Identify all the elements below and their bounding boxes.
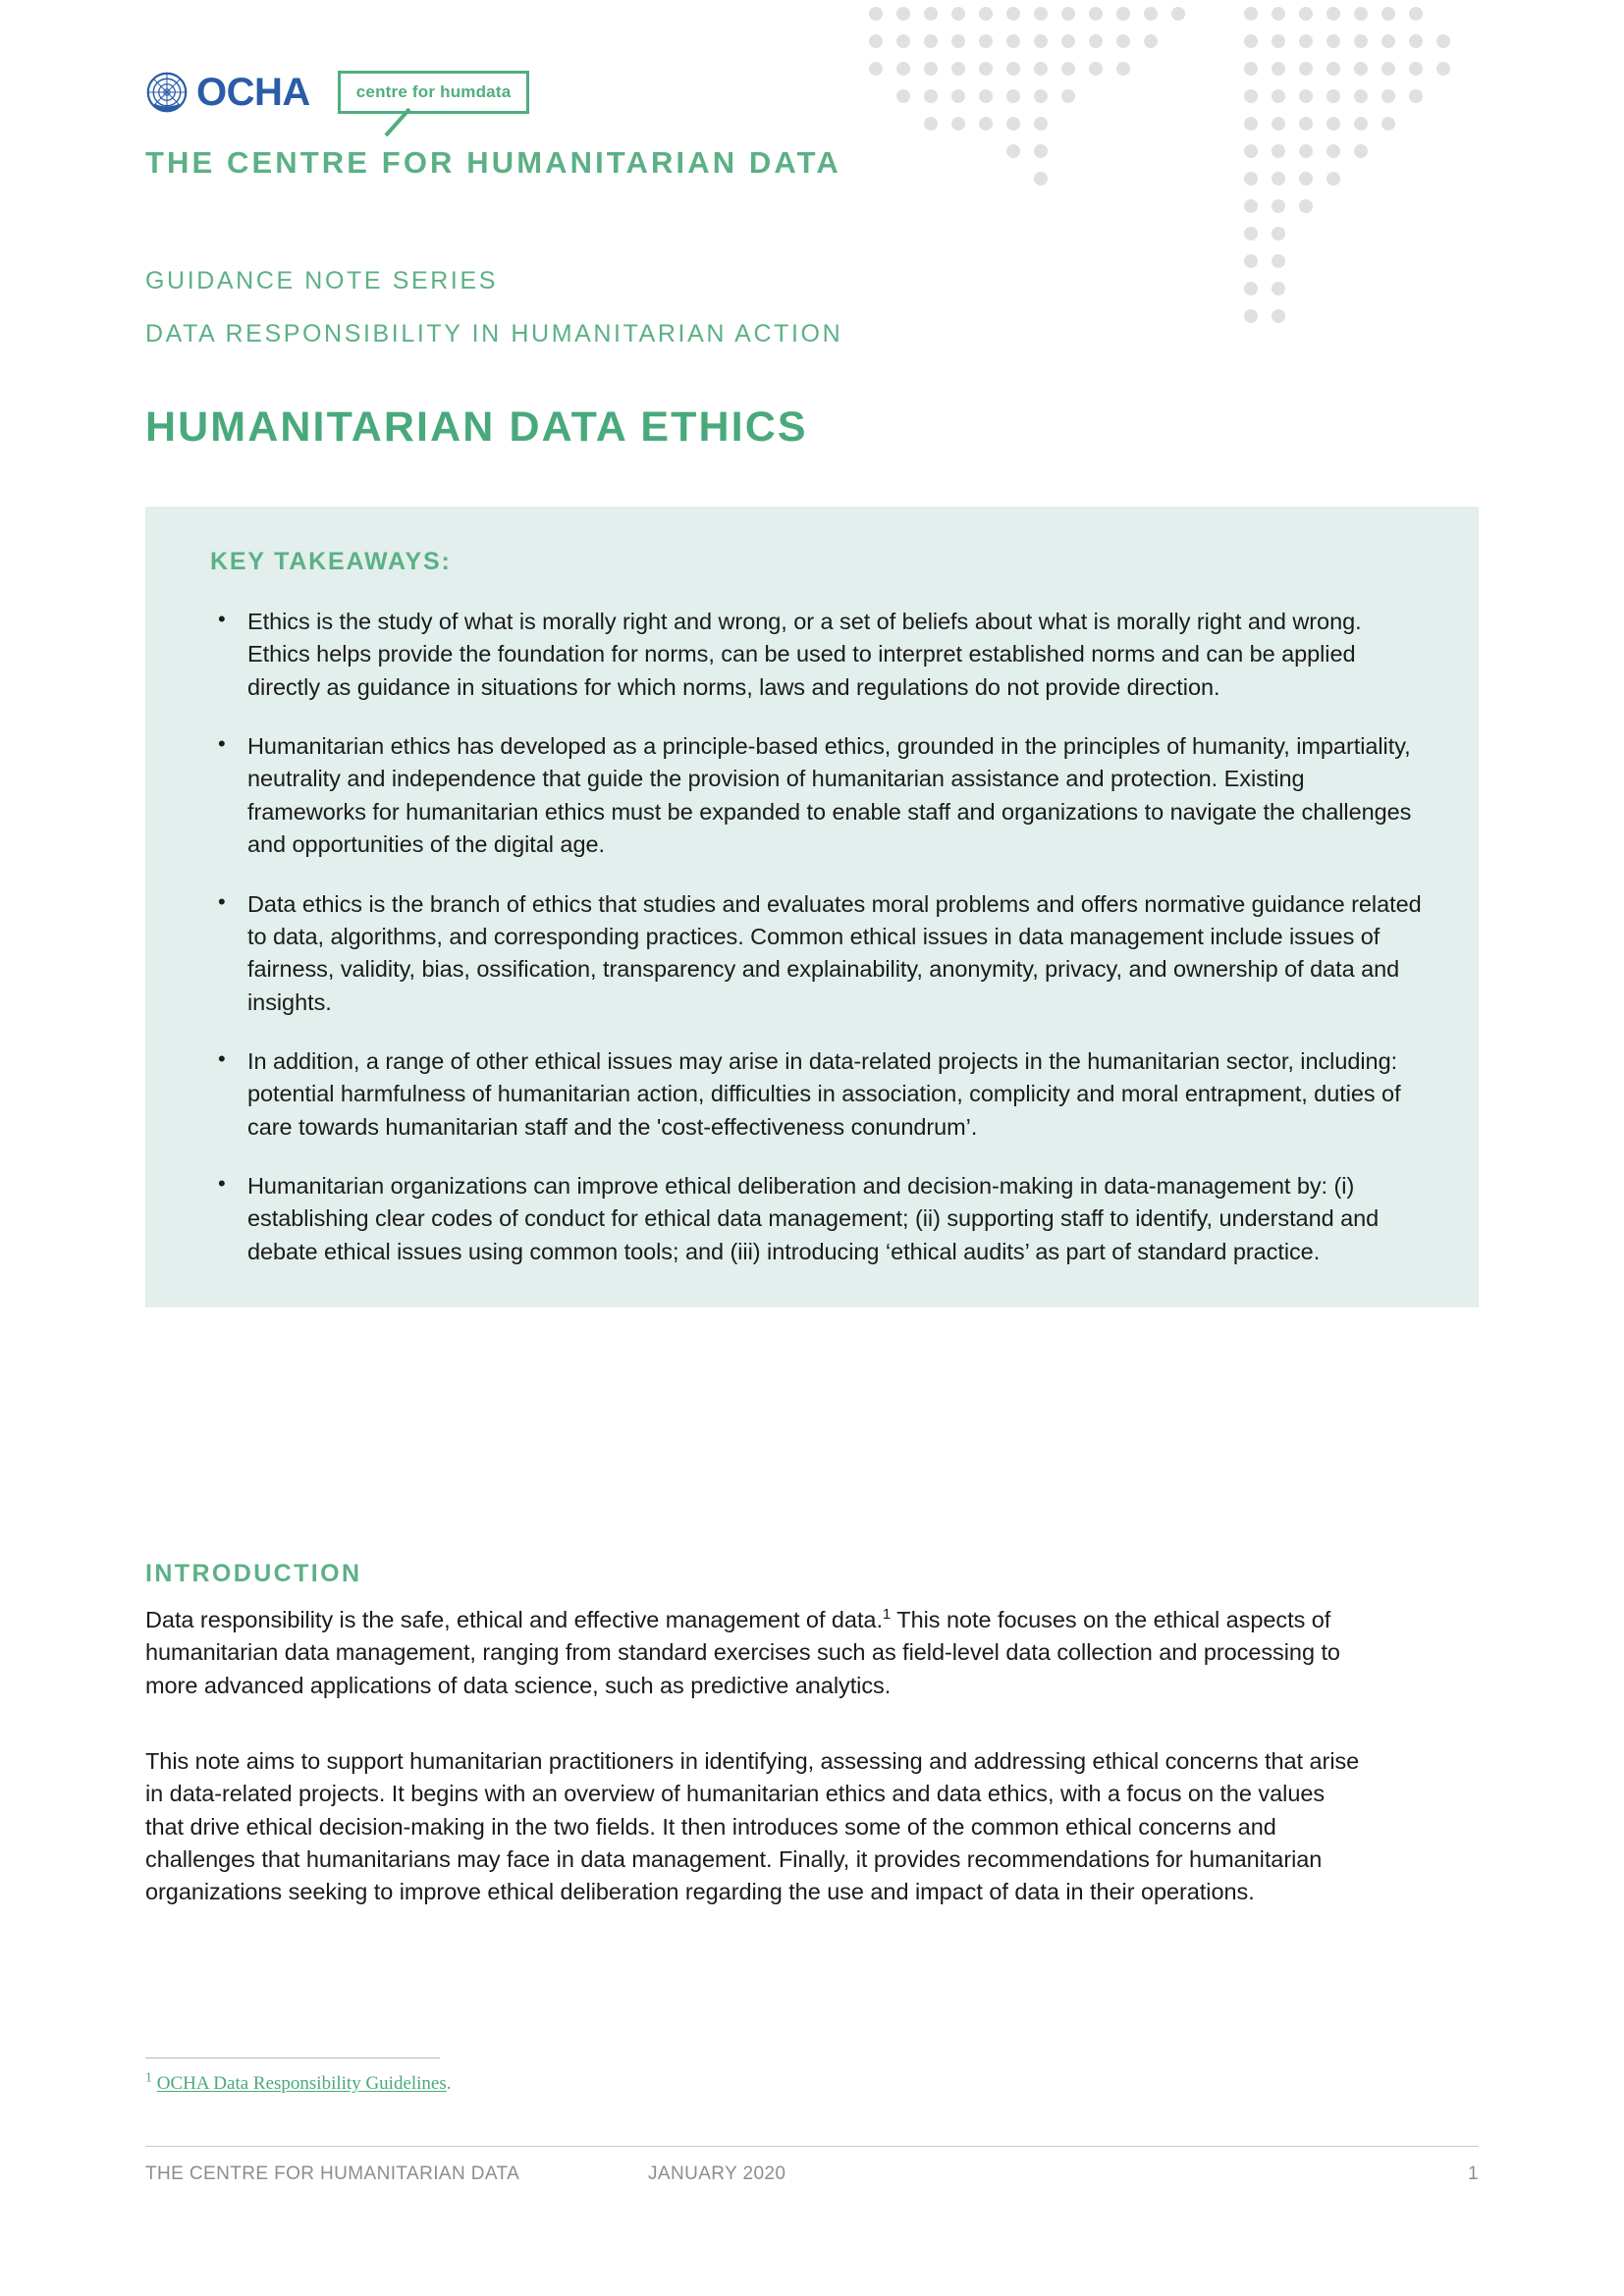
document-page [145,0,1479,2296]
introduction-paragraph-2 [145,1745,1363,1943]
footer-page-number: 1 [1468,2163,1479,2184]
section-heading-introduction: INTRODUCTION [145,1559,362,1587]
footnote-link[interactable]: OCHA Data Responsibility Guidelines [156,2073,447,2094]
footnote-trailing-period: . [446,2073,452,2094]
key-takeaways-box [145,507,1479,1308]
introduction-paragraph-1 [145,1604,1363,1735]
footnote-reference[interactable]: 1 [882,1606,892,1624]
centre-for-humdata-badge [338,71,530,114]
list-item: • Data ethics is the branch of ethics that studies and evaluates moral problems and offers normative guidance related to data, algorithms, and corresponding practices. Common ethical issues in data management include issues of fairness, validity, bias, ossification, transparency and explainability, anonymity, privacy, and ownership of data and insights. [183,888,1424,1019]
humdata-badge-label: centre for humdata [355,82,512,101]
paragraph-1-part-a: Data responsibility is the safe, ethical and effective management of data. [145,1607,883,1632]
ocha-wordmark: OCHA [196,71,310,114]
page-footer [145,2163,1479,2193]
series-label: GUIDANCE NOTE SERIES [145,267,498,294]
list-item: • Ethics is the study of what is morally right and wrong, or a set of beliefs about what is morally right and wrong. Ethics helps provide the foundation for norms, can be used to interpret established norms and can be applied directly as guidance in situations for which norms, laws and regulations do not provide direction. [183,606,1424,704]
series-subject: DATA RESPONSIBILITY IN HUMANITARIAN ACTION [145,320,843,347]
key-takeaways-list [183,606,1424,1268]
ocha-logo [145,71,310,114]
page-title: HUMANITARIAN DATA ETHICS [145,402,808,451]
footer-left-label: THE CENTRE FOR HUMANITARIAN DATA [145,2163,520,2184]
key-takeaways-heading: KEY TAKEAWAYS: [210,548,452,575]
footer-date-label: JANUARY 2020 [648,2163,786,2184]
footer-separator [145,2146,1479,2147]
paragraph-text: This note aims to support humanitarian practitioners in identifying, assessing and addressing ethical concerns that arise in data-related projects. It begins with an overview of humanitarian ethics and data ethics, with a focus on the values that drive ethical decision-making in the two fields. It then introduces some of the common ethical concerns and challenges that humanitarians may face in data management. Finally, it provides recommendations for humanitarian organizations seeking to improve ethical deliberation regarding the use and impact of data in their operations. [145,1748,1360,1905]
paragraph-text [145,1604,1363,1702]
footnote-entry [145,2070,452,2095]
list-item: • Humanitarian ethics has developed as a principle-based ethics, grounded in the principles of humanity, impartiality, neutrality and independence that guide the provision of humanitarian assistance and protection. Existing frameworks for humanitarian ethics must be expanded to enable staff and organizations to navigate the challenges and opportunities of the digital age. [183,730,1424,861]
list-item: • Humanitarian organizations can improve ethical deliberation and decision-making in data-management by: (i) establishing clear codes of conduct for ethical data management; (ii) supporting staff to identify, understand and debate ethical issues using common tools; and (iii) introducing ‘ethical audits’ as part of standard practice. [183,1170,1424,1268]
paragraph-1-part-b: This note focuses on the ethical aspects of humanitarian data management, ranging from standard exercises such as field-level data collection and processing to more advanced applications of data science, such as predictive analytics. [145,1607,1340,1698]
list-item: • In addition, a range of other ethical issues may arise in data-related projects in the humanitarian sector, including: potential harmfulness of humanitarian action, difficulties in association, complicity and moral entrapment, duties of care towards humanitarian staff and the 'cost-effectiveness conundrum’. [183,1045,1424,1144]
footnote-separator [145,2057,440,2058]
brand-logo-row [145,71,529,114]
organization-title: THE CENTRE FOR HUMANITARIAN DATA [145,145,841,180]
un-emblem-icon [145,71,189,114]
speech-bubble-tail-icon [384,108,423,137]
footnote-number: 1 [145,2070,152,2086]
